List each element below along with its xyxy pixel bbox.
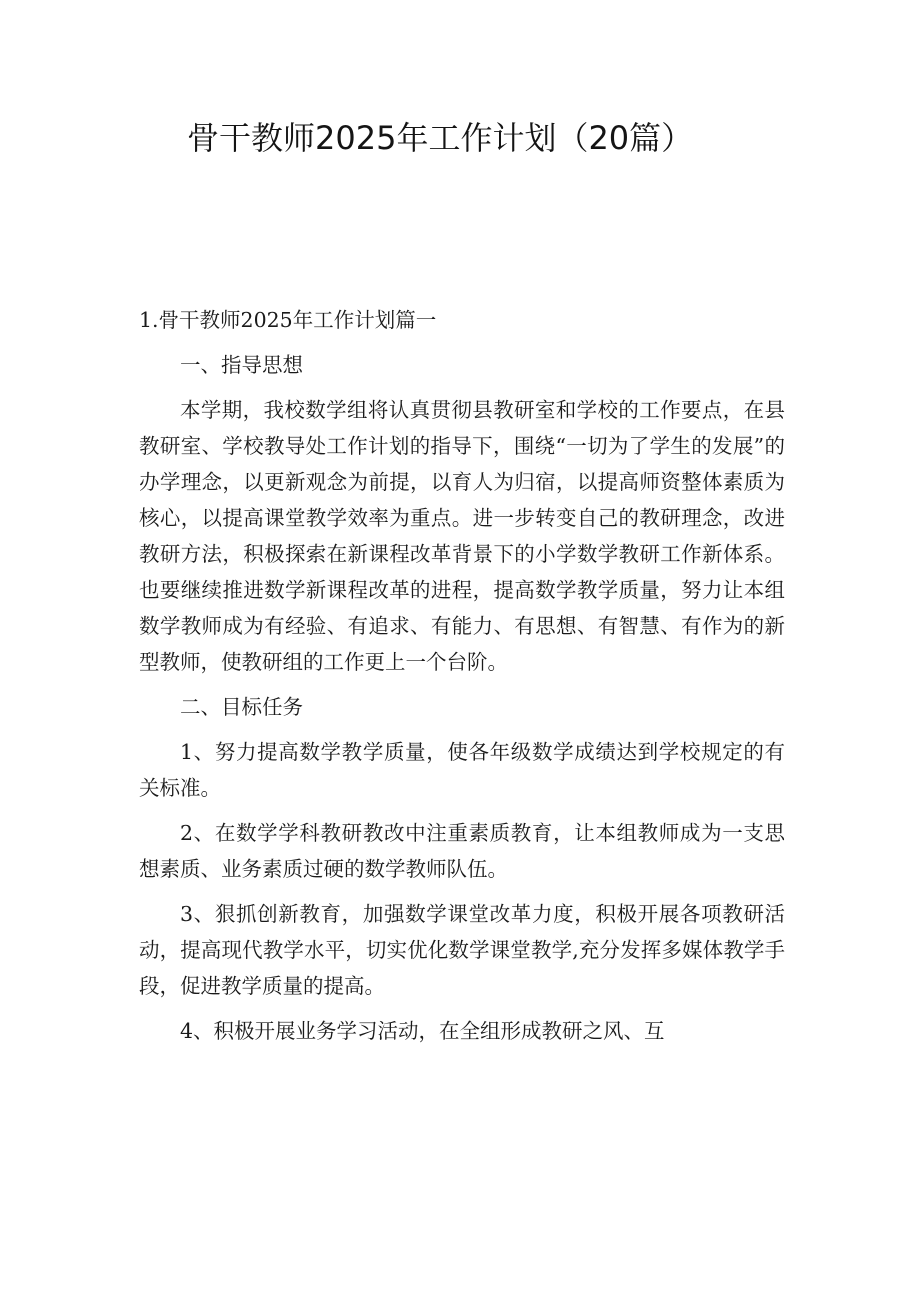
section-heading: 二、目标任务 [180, 695, 303, 719]
article-body [139, 302, 785, 1058]
paragraph: 2、在数学学科教研教改中注重素质教育，让本组教师成为一支思想素质、业务素质过硬的数学教师队伍。 [139, 821, 785, 881]
article-heading: 1.骨干教师2025年工作计划篇一 [139, 308, 437, 332]
paragraph: 4、积极开展业务学习活动，在全组形成教研之风、互 [180, 1019, 665, 1043]
paragraph: 3、狠抓创新教育，加强数学课堂改革力度，积极开展各项教研活动，提高现代教学水平，切实优化数学课堂教学,充分发挥多媒体教学手段，促进教学质量的提高。 [139, 902, 785, 998]
section-heading: 一、指导思想 [180, 353, 303, 377]
paragraph: 本学期，我校数学组将认真贯彻县教研室和学校的工作要点，在县教研室、学校教导处工作计划的指导下，围绕“一切为了学生的发展”的办学理念，以更新观念为前提，以育人为归宿，以提高师资整体素质为核心，以提高课堂教学效率为重点。进一步转变自己的教研理念，改进教研方法，积极探索在新课程改革背景下的小学数学教研工作新体系。也要继续推进数学新课程改革的进程，提高数学教学质量，努力让本组数学教师成为有经验、有追求、有能力、有思想、有智慧、有作为的新型教师，使教研组的工作更上一个台阶。 [139, 398, 785, 674]
paragraph: 1、努力提高数学教学质量，使各年级数学成绩达到学校规定的有关标准。 [139, 740, 785, 800]
document-title: 骨干教师2025年工作计划（20篇） [187, 119, 694, 157]
